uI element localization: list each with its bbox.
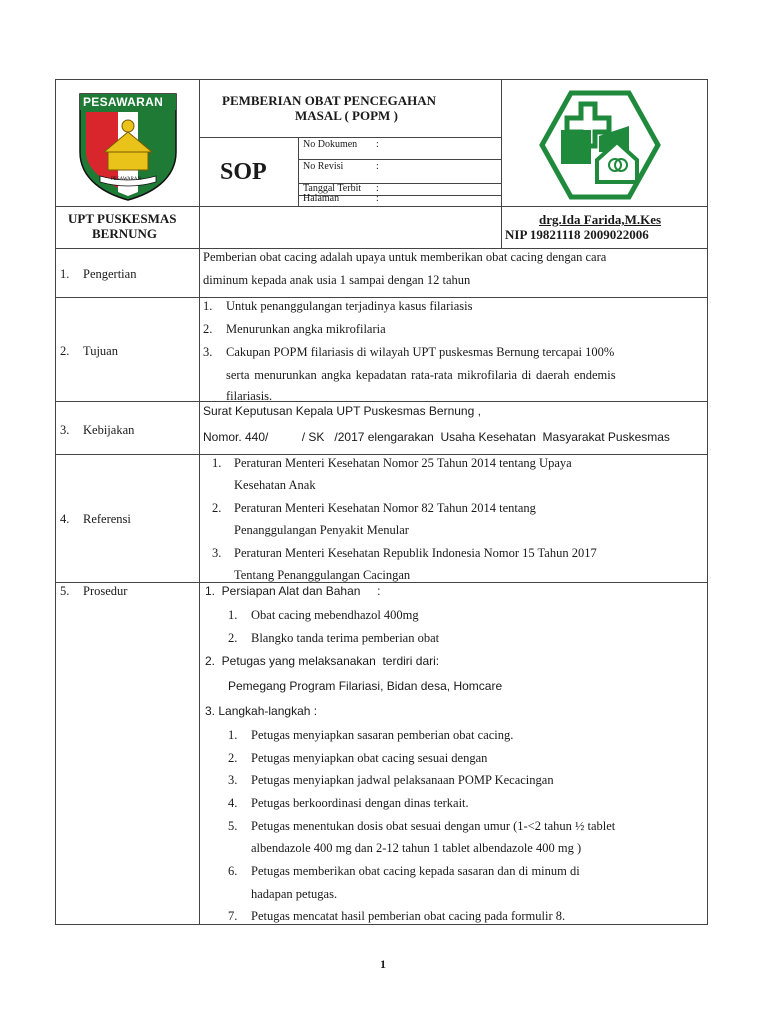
list-number: 5. (228, 819, 238, 833)
prosedur-heading: 2. Petugas yang melaksanakan terdiri dari: (205, 654, 440, 668)
list-number: 1. (228, 728, 238, 742)
section-label-kebijakan: Kebijakan (83, 423, 135, 437)
meta-sep: : (376, 161, 379, 172)
list-number: 7. (228, 909, 238, 923)
document-title-line1: PEMBERIAN OBAT PENCEGAHAN (222, 93, 437, 108)
list-number: 3. (212, 546, 222, 560)
step-item: Petugas menentukan dosis obat sesuai dengan umur (1-<2 tahun ½ tablet (251, 819, 616, 833)
meta-sep: : (376, 183, 379, 194)
tujuan-continuation: serta menurunkan angka kepadatan rata-rata mikrofilaria di daerah endemis (226, 368, 616, 382)
section-label-pengertian: Pengertian (83, 267, 137, 281)
signer-nip: NIP 19821118 2009022006 (505, 227, 649, 242)
sop-label: SOP (220, 159, 267, 185)
kebijakan-line: Surat Keputusan Kepala UPT Puskesmas Bernung , (203, 404, 481, 418)
kebijakan-line: Nomor. 440/ / SK /2017 elengarakan Usaha Kesehatan Masyarakat Puskesmas (203, 430, 670, 444)
referensi-item: Peraturan Menteri Kesehatan Republik Indonesia Nomor 15 Tahun 2017 (234, 546, 597, 560)
list-number: 4. (228, 796, 238, 810)
tujuan-continuation: filariasis. (226, 389, 273, 403)
list-number: 1. (228, 608, 238, 622)
referensi-item: Peraturan Menteri Kesehatan Nomor 82 Tahun 2014 tentang (234, 501, 536, 515)
meta-sep: : (376, 193, 379, 204)
step-item-cont: hadapan petugas. (251, 887, 338, 901)
unit-name-line1: UPT PUSKESMAS (68, 211, 177, 226)
meta-no-dokumen: No Dokumen (303, 139, 358, 150)
prosedur-text: Pemegang Program Filariasi, Bidan desa, Homcare (228, 679, 503, 693)
list-number: 2. (203, 322, 213, 336)
referensi-item: Peraturan Menteri Kesehatan Nomor 25 Tahun 2014 tentang Upaya (234, 456, 572, 470)
logo-left-ribbon: PESAWARAN (111, 177, 142, 182)
referensi-item-cont: Penanggulangan Penyakit Menular (234, 523, 409, 537)
list-number: 1. (212, 456, 222, 470)
list-number: 2. (228, 631, 238, 645)
list-number: 1. (203, 299, 213, 313)
signer-name: drg.Ida Farida,M.Kes (539, 212, 662, 227)
step-item: Petugas menyiapkan jadwal pelaksanaan POMP Kecacingan (251, 773, 554, 787)
tujuan-item: Cakupan POPM filariasis di wilayah UPT puskesmas Bernung tercapai 100% (226, 345, 615, 359)
page-number: 1 (380, 957, 386, 971)
referensi-item-cont: Kesehatan Anak (234, 478, 316, 492)
step-item: Petugas memberikan obat cacing kepada sasaran dan di minum di (251, 864, 580, 878)
pengertian-line: Pemberian obat cacing adalah upaya untuk memberikan obat cacing dengan cara (203, 250, 607, 264)
section-label-prosedur: Prosedur (83, 584, 128, 598)
step-item: Petugas menyiapkan sasaran pemberian obat cacing. (251, 728, 514, 742)
section-label-tujuan: Tujuan (83, 344, 118, 358)
list-number: 3. (228, 773, 238, 787)
list-number: 2. (228, 751, 238, 765)
meta-sep: : (376, 139, 379, 150)
prosedur-heading: 3. Langkah-langkah : (205, 704, 318, 718)
section-number: 2. (60, 344, 70, 358)
list-number: 6. (228, 864, 238, 878)
unit-name-line2: BERNUNG (92, 226, 158, 241)
step-item: Petugas menyiapkan obat cacing sesuai dengan (251, 751, 488, 765)
list-number: 2. (212, 501, 222, 515)
tujuan-item: Untuk penanggulangan terjadinya kasus filariasis (226, 299, 473, 313)
logo-left-text: PESAWARAN (83, 95, 164, 109)
section-number: 5. (60, 584, 70, 598)
prosedur-item: Obat cacing mebendhazol 400mg (251, 608, 419, 622)
referensi-item-cont: Tentang Penanggulangan Cacingan (234, 568, 411, 582)
list-number: 3. (203, 345, 213, 359)
section-number: 4. (60, 512, 70, 526)
step-item: Petugas berkoordinasi dengan dinas terkait. (251, 796, 469, 810)
meta-no-revisi: No Revisi (303, 161, 344, 172)
section-number: 1. (60, 267, 70, 281)
document-title-line2: MASAL ( POPM ) (295, 108, 398, 123)
prosedur-heading: 1. Persiapan Alat dan Bahan : (205, 584, 381, 598)
meta-halaman: Halaman (303, 193, 340, 204)
prosedur-item: Blangko tanda terima pemberian obat (251, 631, 440, 645)
pengertian-line: diminum kepada anak usia 1 sampai dengan 12 tahun (203, 273, 471, 287)
meta-tanggal-terbit: Tanggal Terbit (303, 183, 362, 194)
section-label-referensi: Referensi (83, 512, 131, 526)
step-item-cont: albendazole 400 mg dan 2-12 tahun 1 tablet albendazole 400 mg ) (251, 841, 582, 855)
tujuan-item: Menurunkan angka mikrofilaria (226, 322, 386, 336)
puskesmas-logo (539, 90, 661, 200)
section-number: 3. (60, 423, 70, 437)
step-item: Petugas mencatat hasil pemberian obat cacing pada formulir 8. (251, 909, 566, 923)
